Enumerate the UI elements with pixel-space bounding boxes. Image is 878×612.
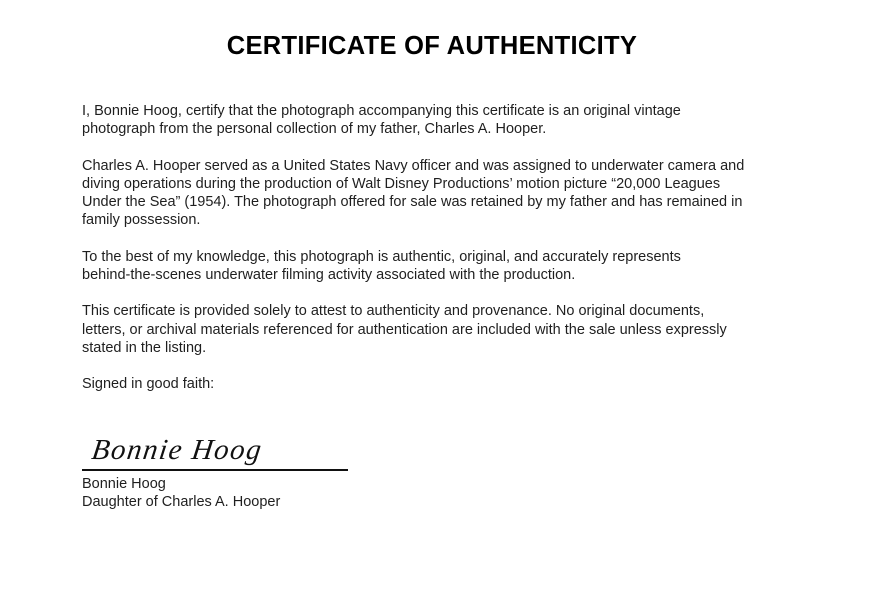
signature-area	[82, 435, 822, 512]
intro-paragraph	[82, 102, 822, 139]
signature-rule	[82, 435, 348, 471]
text-line: I, Bonnie Hoog, certify that the photograph accompanying this certificate is an original vintage	[82, 103, 681, 119]
text-line: behind-the-scenes underwater filming activity associated with the production.	[82, 267, 576, 284]
provenance-paragraph	[82, 157, 822, 230]
signer-printed-name: Bonnie Hoog	[82, 475, 166, 492]
text-line: photograph from the personal collection of my father, Charles A. Hooper.	[82, 121, 547, 138]
text-line: This certificate is provided solely to attest to authenticity and provenance. No original documents,	[82, 303, 705, 320]
text-line: family possession.	[82, 212, 201, 229]
authenticity-statement-paragraph	[82, 248, 822, 285]
closing-line: Signed in good faith:	[82, 376, 215, 393]
handwritten-signature: Bonnie Hoog	[89, 433, 265, 466]
text-line: Charles A. Hooper served as a United States Navy officer and was assigned to underwater camera and	[82, 157, 745, 174]
text-line: Under the Sea” (1954). The photograph offered for sale was retained by my father and has remained in	[82, 194, 743, 211]
text-line: stated in the listing.	[82, 339, 207, 356]
text-line: To the best of my knowledge, this photograph is authentic, original, and accurately represents	[82, 248, 681, 265]
disclaimer-paragraph	[82, 302, 822, 357]
text-line: letters, or archival materials referenced for authentication are included with the sale unless expressly	[82, 321, 727, 338]
page-title: CERTIFICATE OF AUTHENTICITY	[226, 32, 638, 60]
text-line: diving operations during the production of Walt Disney Productions’ motion picture “20,000 Leagues	[82, 175, 721, 192]
certificate-body	[82, 102, 822, 511]
signer-relationship: Daughter of Charles A. Hooper	[82, 493, 281, 510]
